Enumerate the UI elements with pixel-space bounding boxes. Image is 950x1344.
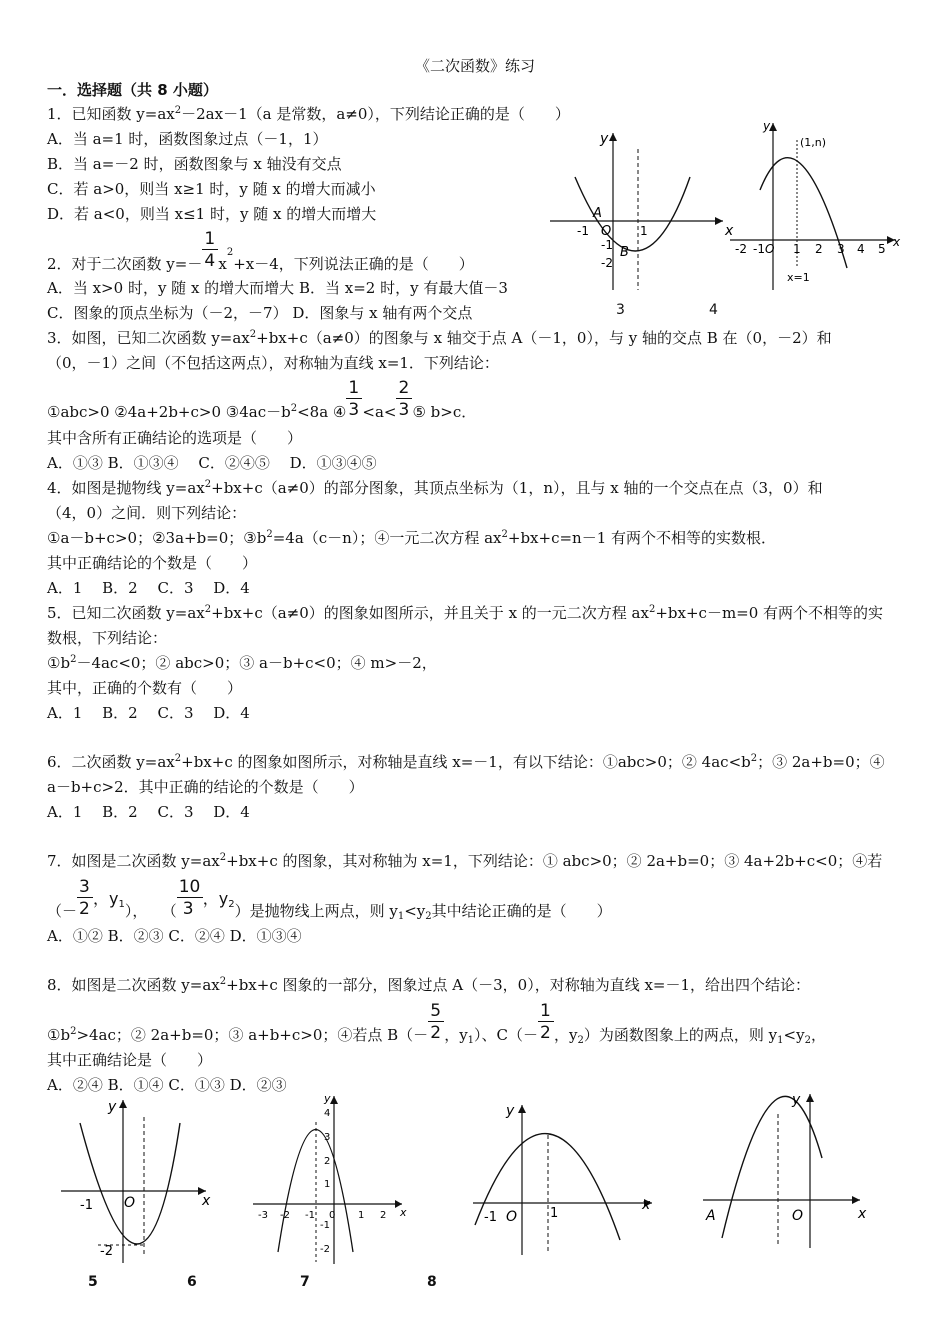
q4-answers: A．1 B．2 C．3 D．4 [47, 579, 250, 597]
svg-text:O: O [765, 242, 775, 256]
q4-stem-2: （4，0）之间．则下列结论： [47, 504, 247, 522]
figure-4-number: 4 [709, 302, 718, 318]
svg-text:-2: -2 [100, 1244, 113, 1259]
x-axis-label: x [642, 1197, 651, 1213]
x-axis-label: x [858, 1206, 867, 1222]
figure-7-number: 7 [300, 1274, 310, 1290]
q5-question: 其中，正确的个数有（ ） [47, 679, 243, 697]
svg-text:1: 1 [550, 1206, 559, 1221]
figure-5-number: 5 [88, 1274, 98, 1290]
fraction: $\frac{5}{2}$ [428, 1025, 444, 1045]
q4-stem: 4．如图是抛物线 $y=ax^2+bx+c(a\ne 0)$的部分图象，其顶点坐标为（1，n），且与 x 轴的一个交点在点（3，0）和 [47, 479, 823, 497]
x-tick-label: 2 [815, 242, 823, 256]
q7-stem: 7．如图是二次函数 $y=ax^2+bx+c$ 的图象，其对称轴为 x=1，下列结论：① abc>0；② 2a+b=0；③ 4a+2b+c<0；④若 [47, 852, 883, 870]
x-axis-label: x [202, 1193, 211, 1209]
q3-statements: ①abc>0 ②4a+2b+c>0 $③4ac-b^2<8a$ ④ $\frac{1}{3}$ <a< $\frac{2}{3}$ ⑤ b>c． [47, 378, 477, 421]
y-tick-label: 3 [324, 1132, 331, 1143]
svg-text:-1: -1 [484, 1210, 497, 1225]
q5-answers: A．1 B．2 C．3 D．4 [47, 704, 250, 722]
y-axis-label: y [763, 119, 771, 133]
svg-text:O: O [506, 1209, 518, 1225]
figure-6-number: 6 [187, 1274, 197, 1290]
fraction: $\frac{3}{2}$ [77, 901, 93, 921]
x-tick-label: 2 [380, 1210, 387, 1221]
q6-stem-2: a－b+c>2．其中正确的结论的个数是（ ） [47, 778, 364, 796]
q5-statements: $①b^2-4ac<0$；② abc>0；③ a－b+c<0；④ m>－2， [47, 654, 437, 672]
q1-option-c: C．若 a>0，则当 x≥1 时，y 随 x 的增大而减小 [47, 180, 376, 198]
point-b-label: B [620, 245, 629, 260]
point-a-label: A [706, 1208, 716, 1224]
svg-text:-1: -1 [80, 1198, 93, 1213]
q7-points: （－ $\frac{3}{2}$ ，$y_1$）， （ $\frac{10}{3}$ ，$y_2$）是抛物线上两点，则 $y_1<y_2$其中结论正确的是（ ） [47, 877, 612, 922]
x-tick-label: 1 [358, 1210, 365, 1221]
x-axis-label: x [400, 1206, 407, 1219]
figure-4-graph [725, 118, 910, 293]
q1-option-b: B．当 a=－2 时，函数图象与 x 轴没有交点 [47, 155, 342, 173]
x-tick-label: 3 [837, 242, 845, 256]
figure-6-graph [250, 1092, 420, 1267]
x-tick-label: -1 [305, 1210, 315, 1221]
x-tick-label: -2 [735, 242, 747, 256]
svg-text:-1: -1 [601, 238, 613, 252]
q1-option-a: A．当 a=1 时，函数图象过点（－1，1） [47, 130, 328, 148]
fraction: $\frac{2}{3}$ [396, 402, 412, 422]
y-axis-label: y [324, 1092, 331, 1105]
q5-stem-2: 数根，下列结论： [47, 629, 168, 647]
q5-stem: 5．已知二次函数 $y=ax^2+bx+c(a\ne 0)$的图象如图所示，并且关于 x 的一元二次方程 $ax^2+bx+c-m=0$ 有两个不相等的实 [47, 604, 884, 622]
y-tick-label: 2 [324, 1156, 331, 1167]
q7-answers: A．①② B．②③ C．②④ D．①③④ [47, 927, 302, 945]
q1-option-d: D．若 a<0，则当 x≤1 时，y 随 x 的增大而增大 [47, 205, 377, 223]
svg-text:-2: -2 [601, 256, 613, 270]
svg-text:O: O [124, 1195, 136, 1211]
x-tick-label: 5 [878, 242, 886, 256]
fraction: $\frac{1}{4}$ [202, 253, 218, 273]
y-tick-label: -1 [320, 1220, 330, 1231]
q3-stem-2: （0，－1）之间（不包括这两点），对称轴为直线 x=1．下列结论： [47, 354, 499, 372]
page-title: 《二次函数》练习 [414, 57, 535, 75]
q3-answers: A．①③ B．①③④ C．②④⑤ D．①③④⑤ [47, 454, 377, 472]
q2-options-cd: C．图象的顶点坐标为（－2，－7） D．图象与 x 轴有两个交点 [47, 304, 473, 322]
q2-stem: 2．对于二次函数 y=－ $\frac{1}{4}$ $x^2+x-4$，下列说法正确的是（ ） [47, 229, 474, 273]
axis-label: x=1 [787, 271, 810, 284]
x-tick-label: -2 [280, 1210, 290, 1221]
fraction: $\frac{1}{2}$ [538, 1025, 554, 1045]
q6-answers: A．1 B．2 C．3 D．4 [47, 803, 250, 821]
x-tick-label: 4 [857, 242, 865, 256]
y-axis-label: y [108, 1099, 117, 1115]
q8-stem: 8．如图是二次函数 $y=ax^2+bx+c$ 图象的一部分，图象过点 A（－3，0），对称轴为直线 x=－1，给出四个结论： [47, 976, 811, 994]
q2-options-ab: A．当 x>0 时，y 随 x 的增大而增大 B．当 x=2 时，y 有最大值－3 [47, 279, 508, 297]
q8-question: 其中正确结论是（ ） [47, 1051, 213, 1069]
fraction: $\frac{1}{3}$ [346, 402, 362, 422]
figure-5-graph [58, 1095, 218, 1265]
y-axis-label: y [506, 1103, 515, 1119]
figure-8-graph [700, 1088, 875, 1253]
vertex-label: (1,n) [800, 136, 827, 149]
origin-label: O [601, 224, 612, 239]
x-tick-label: 0 [329, 1210, 336, 1221]
figure-3-number: 3 [616, 302, 625, 318]
x-tick-label: 1 [793, 242, 801, 256]
point-a-label: A [593, 206, 602, 221]
q8-statements: $①b^2>4ac$；② 2a+b=0；③ a+b+c>0；④若点 B（－ $\frac{5}{2}$ ，$y_1$）、C（－ $\frac{1}{2}$ ，$y_2$）为函数图象上的两点，则 $y_1<y_2$， [47, 1001, 826, 1046]
svg-text:-1: -1 [577, 224, 589, 238]
y-tick-label: -2 [320, 1244, 330, 1255]
fraction: $\frac{10}{3}$ [177, 901, 203, 921]
y-tick-label: 4 [324, 1108, 331, 1119]
section-heading: 一．选择题（共 8 小题） [47, 81, 218, 99]
x-axis-label: x [893, 235, 901, 249]
q3-stem: 3．如图，已知二次函数 $y=ax^2+bx+c(a\ne 0)$的图象与 x 轴交于点 A（－1，0），与 y 轴的交点 B 在（0，－2）和 [47, 329, 832, 347]
y-axis-label: y [600, 131, 609, 147]
figure-3-graph [545, 125, 734, 295]
q6-stem: 6．二次函数 $y=ax^2+bx+c$ 的图象如图所示，对称轴是直线 x=－1，有以下结论：①abc>0；② $4ac<b^2$；③ 2a+b=0；④ [47, 753, 885, 771]
x-tick-label: -3 [258, 1210, 268, 1221]
figure-8-number: 8 [427, 1274, 437, 1290]
x-tick-label: -1 [753, 242, 765, 256]
q1-stem: 1．已知函数 $y=ax^2-2ax-1(a$ 是常数，a≠0），下列结论正确的是（ ） [47, 105, 570, 123]
y-axis-label: y [792, 1092, 801, 1108]
svg-text:1: 1 [640, 224, 648, 238]
y-tick-label: 1 [324, 1179, 331, 1190]
q4-question: 其中正确结论的个数是（ ） [47, 554, 258, 572]
q3-question: 其中含所有正确结论的选项是（ ） [47, 429, 303, 447]
figure-7-graph [470, 1095, 660, 1260]
q4-statements: ①a－b+c>0；②3a+b=0；$③b^2=4a(c-n)$；④一元二次方程 $ax^2+bx+c=n-1$ 有两个不相等的实数根． [47, 529, 777, 547]
q8-answers: A．②④ B．①④ C．①③ D．②③ [47, 1076, 287, 1094]
svg-text:O: O [792, 1208, 804, 1224]
x-axis-label: x [725, 223, 734, 239]
